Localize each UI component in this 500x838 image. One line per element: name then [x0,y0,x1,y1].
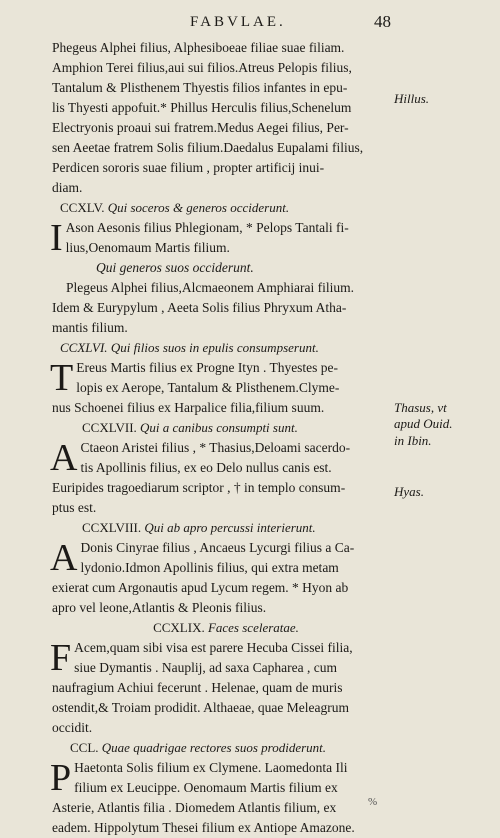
section-subheading: Qui generos suos occiderunt. [96,260,254,275]
text-line: apro vel leone,Atlantis & Pleonis filius. [52,600,267,615]
text-line: lopis ex Aerope, Tantalum & Plisthenem.Clyme- [76,380,340,395]
text-line: Acem,quam sibi visa est parere Hecuba Cissei filia, [74,640,353,655]
text-line: Asterie, Atlantis filia . Diomedem Atlantis filium, ex [52,800,337,815]
text-line: Electryonis proaui sui fratrem.Medus Aegei filius, Per- [52,120,349,135]
main-text [52,38,392,838]
text-line: naufragium Achiui fecerunt . Helenae, quam de muris [52,680,343,695]
running-head: FABVLAE. [190,14,286,30]
section-heading [52,518,392,538]
text-line: Ason Aesonis filius Phlegionam, * Pelops Tantali fi- [65,220,349,235]
page-number: 48 [374,12,391,31]
text-line: Donis Cinyrae filius , Ancaeus Lycurgi filius a Ca- [80,540,355,555]
text-line: nus Schoenei filius ex Harpalice filia,filium suum. [52,400,325,415]
section-title: Faces sceleratae. [207,620,299,635]
text-line: siue Dymantis . Nauplij, ad saxa Caphareа , cum [74,660,337,675]
text-line: eadem. Hippolytum Thesei filium ex Antiope Amazone. [52,820,355,835]
section-number: CCXLVIII. [82,520,142,535]
text-line: Euripides tragoediarum scriptor , † in templo consum- [52,480,346,495]
text-line: occidit. [52,720,93,735]
text-line: lis Thyesti appofuit.* Phillus Herculis filius,Schenelum [52,100,352,115]
section-title: Qui soceros & generos occiderunt. [107,200,290,215]
section-number: CCXLVII. [82,420,137,435]
section-heading [52,618,392,638]
margin-note: Hillus. [394,91,430,106]
text-line: mantis filium. [52,320,128,335]
section-heading [52,738,392,758]
margin-note: Thasus, vt [394,400,447,415]
drop-cap: T [50,357,74,399]
text-line: Amphion Terei filius,aui sui filios.Atreus Pelopis filius, [52,60,352,75]
paragraph-phegeus [52,38,392,198]
drop-cap: A [50,537,78,579]
paragraph [52,438,392,518]
text-line: Perdicen sororis suae filium , propter artificij inui- [52,160,325,175]
drop-cap: I [50,217,63,259]
section-title: Qui ab apro percussi interierunt. [144,520,316,535]
text-line: diam. [52,180,83,195]
section-title: Qui filios suos in epulis consumpserunt. [110,340,319,355]
text-line: Tantalum & Plisthenem Thyestis filios infantes in epu- [52,80,348,95]
drop-cap: A [50,437,78,479]
text-line: Ereus Martis filius ex Progne Ityn . Thyestes pe- [76,360,339,375]
section-number: CCXLIX. [153,620,205,635]
section-heading [52,338,392,358]
text-line: lydonio.Idmon Apollinis filius, qui extra metam [80,560,339,575]
section-number: CCL. [70,740,99,755]
text-line: ostendit,& Troiam prodidit. Althaeae, quae Meleagrum [52,700,349,715]
section-number: CCXLVI. [60,340,108,355]
text-line: exierat cum Argonautis apud Lycum regem. * Hyon ab [52,580,349,595]
text-line: lius,Oenomaum Martis filium. [65,240,230,255]
text-line: Ctaeon Aristei filius , * Thasius,Deloami sacerdo- [80,440,351,455]
paragraph [52,278,392,338]
text-line: sen Aeetae fratrem Solis filium.Daedalus Eupalami filius, [52,140,364,155]
section-heading [52,198,392,218]
text-line: ptus est. [52,500,97,515]
text-line: Idem & Eurypylum , Aeeta Solis filius Phryxum Atha- [52,300,347,315]
text-line: Haetonta Solis filium ex Clymene. Laomedonta Ili [74,760,348,775]
margin-note: apud Ouid. [394,416,453,431]
drop-cap: P [50,757,72,799]
text-line: Plegeus Alphei filius,Alcmaeonem Amphiarai filium. [66,280,354,295]
text-line: filium ex Leucippe. Oenomaum Martis filium ex [74,780,338,795]
drop-cap: F [50,637,72,679]
margin-note: in Ibin. [394,433,432,448]
section-heading [52,418,392,438]
text-line: tis Apollinis filius, ex eo Delo nullus canis est. [80,460,332,475]
section-title: Qui a canibus consumpti sunt. [140,420,298,435]
text-line: Phegeus Alphei filius, Alphesiboeae filiae suae filiam. [52,40,345,55]
section-title: Quae quadrigae rectores suos prodiderunt. [101,740,327,755]
section-number: CCXLV. [60,200,105,215]
paragraph [52,218,392,258]
page-header [0,12,500,38]
paragraph [52,638,392,738]
paragraph [52,538,392,618]
margin-note: Hyas. [394,484,424,499]
paragraph [52,358,392,418]
paragraph [52,758,392,838]
signature-mark: % [368,796,378,808]
